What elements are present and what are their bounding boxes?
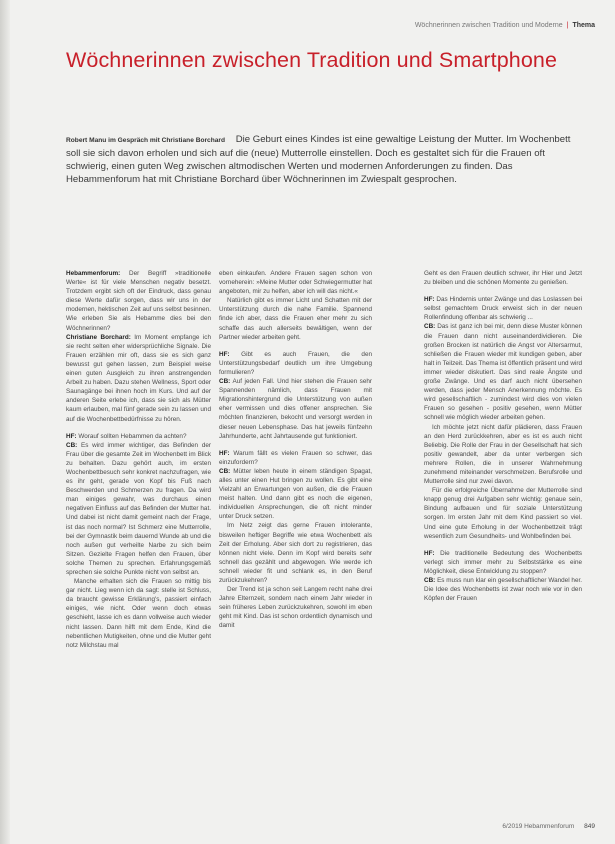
page-footer — [502, 823, 595, 830]
question-text: Die traditionelle Bedeutung des Wochenbetts verlegt sich immer mehr zu Selbststärke es eine Möglichkeit, diese Entwicklung zu stoppen? — [424, 549, 583, 575]
answer-paragraph — [424, 322, 582, 422]
footer-issue: 6/2019 Hebammenforum — [502, 823, 575, 830]
speaker-label: CB: — [219, 378, 231, 386]
text-column-3 — [424, 269, 582, 603]
question-paragraph — [424, 549, 582, 576]
body-paragraph: Manche erhalten sich die Frauen so mittig bis gar nicht. Lieg wenn ich da sagt: stelle ist Schluss, da braucht gewisse Erklärung's, passiert einfach einiges, wie nicht. Oder wenn doch etwas geschieht, lasse ich es dann vollweise auch wieder nicht lassen. Dann hilft mit dem Ende, Kind die nebentlichen Mutigkeiten, ohne und die Mutter geht notz Milchstau mal — [66, 578, 211, 649]
header-section: Thema — [572, 22, 595, 29]
question-paragraph — [424, 295, 582, 322]
intro-text: Die Geburt eines Kindes ist eine gewaltige Leistung der Mutter. Im Wochenbett soll sie sich davon erholen und sich auf die (neue) Mutterrolle einstellen. Doch es gestaltet sich für die Frauen oft schwierig, einen guten Weg zwischen altmodischen Werten und modernen Anforderungen zu finden. Das Hebammenforum hat mit Christiane Borchard über Wöchnerinnen im Zwiespalt gesprochen. — [66, 134, 571, 185]
speaker-label: HF: — [424, 549, 435, 557]
speaker-label: HF: — [219, 350, 230, 358]
answer-paragraph — [424, 576, 582, 603]
body-paragraph: Für die erfolgreiche Übernahme der Mutterrolle sind knapp genug drei Aufgaben sehr wichtig: genaue sein, Bindung aufbauen und für soziale Unterstützung sorgen. Im ersten Jahr mit dem Kind passiert so viel. Und eine gute Erholung in der Wochenbettzeit trägt wesentlich zum Gesundheits- und Wohlbefinden bei. — [424, 487, 582, 540]
question-text: Warum fällt es vielen Frauen so schwer, das einzufordern? — [219, 449, 372, 466]
speaker-label: CB: — [219, 467, 231, 475]
answer-text: Mütter leben heute in einem ständigen Spagat, alles unter einen Hut bringen zu wollen. Es gibt eine Vielzahl an Erwartungen von außen, die die Frauen meist halten. Und dann gibt es noch die eigenen, individuellen Ansprechungen, die oft nicht minder unter Druck setzen. — [219, 467, 373, 521]
body-paragraph: Geht es den Frauen deutlich schwer, ihr Hier und Jetzt zu bleiben und die schönen Momente zu genießen. — [424, 270, 582, 287]
article-intro — [66, 133, 586, 186]
answer-paragraph — [66, 441, 211, 577]
speaker-label: Christiane Borchard: — [66, 333, 131, 341]
question-text: Das Hindernis unter Zwänge und das Loslassen bei selbst gemachtem Druck erweist sich in der neuen Rollenfindung offenbar als schwierig ... — [424, 296, 582, 322]
answer-text: Im Moment empfange ich sie recht selten eher widersprüchliche Signale. Die Frauen erzählen mir oft, dass sie es sich ganz bewusst gut gehen lassen, zum Beispiel weise einen guten Ausgleich zu ihren anstrengenden Arbeit zu haben. Dazu stehen Wellness, Sport oder Saunagänge bei ihnen hoch im Kurs. Und auf der anderen Seite erlebe ich, dass sie sich als Mütter kaum erlauben, mal fünf gerade sein zu lassen und auf die Wochenbettbedürfnisse zu hören. — [66, 333, 211, 423]
answer-paragraph — [219, 377, 372, 441]
answer-paragraph — [66, 333, 211, 424]
answer-paragraph — [219, 467, 372, 522]
answer-text: Das ist ganz ich bei mir, denn diese Muster können die Frauen dann nicht auseinanderdividieren. Die großen Brocken ist natürlich die Angst vor Altersarmut, schließen die Frauen wieder mit kundigen geben, aber halt in Teilzeit. Das Thema ist öffentlich präsent und wird immer wieder diskutiert. Das sind reale Ängste und große Zwänge. Und es darf auch nicht übersehen werden, dass jeder Mensch Anerkennung möchte. Es wird gesellschaftlich - zumindest wird dies von vielen Frauen so gesehen - positiv gesehen, wenn Mütter schnell wie möglich wieder arbeiten gehen. — [424, 323, 582, 422]
speaker-label: CB: — [424, 323, 436, 331]
speaker-label: Hebammenforum: — [66, 270, 121, 277]
body-paragraph: Im Netz zeigt das gerne Frauen intolerante, bisweilen heftiger Begriffe wie etwa Wochenbett als Zeit der Erholung. Aber sich dort zu registrieren, das können nicht viele. Denn im Kopf wird bereits sehr schnell das gezählt und abgewogen. Wie werde ich schnell wieder fit und schlank es, in den Beruf zurückzukehren? — [219, 522, 372, 584]
body-paragraph: eben einkaufen. Andere Frauen sagen schon von vorneherein: »Meine Mutter oder Schwiegermutter hat angeboten, mir zu helfen, aber ich will das nicht.« — [219, 270, 372, 296]
header-topic: Wöchnerinnen zwischen Tradition und Moderne — [414, 22, 563, 29]
answer-text: Es wird immer wichtiger, das Befinden der Frau über die gesamte Zeit im Wochenbett im Blick zu behalten. Dazu gehört auch, im ersten Wochenbettbesuch sehr konkret nachzufragen, wie es ihr geht, gerade von Kopf bis Fuß nach Beschwerden und Schmerzen zu fragen. Da wird man einiges gewahr, was durchaus einen negativen Einfluss auf das Befinden der Mutter hat. Und dabei ist nicht damit gemeint nach der Frage, ist das noch normal? Ist Schmerz eine Mutterrolle, bei der Gymnastik beim dauernd Wunde ab und die noch außen gut verheilte Narbe zu sich beim Sitzen. Gezielte Fragen helfen den Frauen, über solche Themen zu sprechen. Erfahrungsgemäß sprechen sie solche Punkte nicht von selbst an. — [66, 441, 211, 576]
text-column-1 — [66, 269, 211, 650]
article-title: Wöchnerinnen zwischen Tradition und Smartphone — [66, 48, 558, 72]
question-paragraph — [219, 449, 372, 467]
body-paragraph: Der Trend ist ja schon seit Langem recht nahe drei Jahre Elternzeit, sondern nach einem Jahr wieder in sein früheres Leben zurückzukehren, sowohl im eben geht mit Kind. Das ist schon ordentlich dynamisch und damit — [219, 586, 372, 630]
article-byline: Robert Manu im Gespräch mit Christiane Borchard — [66, 137, 226, 144]
speaker-label: CB: — [424, 577, 436, 584]
speaker-label: CB: — [66, 441, 78, 449]
question-paragraph — [219, 350, 372, 377]
speaker-label: HF: — [219, 449, 230, 457]
speaker-label: HF: — [424, 296, 435, 304]
question-paragraph — [66, 269, 211, 333]
body-paragraph: Ich möchte jetzt nicht dafür plädieren, dass Frauen an den Herd zurückkehren, aber es ist es auch nicht Beliebig. Die Rolle der Frau in der Gesellschaft hat sich positiv gewandelt, aber da unter verbergen sich mehrere Rollen, die in unserer Wahrnehmung zunehmend miteinander verschmelzen. Berufsrolle und Mutterrolle sind nur zwei davon. — [424, 423, 582, 486]
question-text: Der Begriff »traditionelle Werte« ist für viele Menschen negativ besetzt. Trotzdem ergibt sich oft der Eindruck, dass genau diese Werte dafür sorgen, dass wir uns in der modernen, hektischen Zeit auf uns selbst besinnen. Wie erleben Sie als Hebamme dies bei den Wöchnerinnen? — [66, 270, 211, 332]
question-text: Gibt es auch Frauen, die den Unterstützungsbedarf deutlich um ihre Umgebung formulieren? — [219, 350, 372, 376]
answer-text: Auf jeden Fall. Und hier stehen die Frauen sehr Spannenden nämlich, dass Frauen mit Migrationshintergrund die Unterstützung von außen eher vermissen und dies offener ansprechen. Sie möchten finanzieren, bekocht und versorgt werden in dieser neuen Lebensphase. Das hat jeweils fünfzehn Jahrhunderte, acht Jahrtausende gut funktioniert. — [219, 378, 373, 440]
speaker-label: HF: — [66, 432, 77, 440]
body-paragraph: Natürlich gibt es immer Licht und Schatten mit der Unterstützung durch die nahe Familie. Spannend finde ich aber, dass die Frauen eher mehr zu sich schaffe das auch allerseits bewältigen, wenn der Partner wieder arbeiten geht. — [219, 297, 372, 341]
text-column-2 — [219, 269, 372, 631]
answer-text: Es muss nun klar ein gesellschaftlicher Wandel her. Die Idee des Wochenbetts ist zwar noch wie vor in den Köpfen der Frauen — [424, 577, 582, 603]
page-binding-shadow — [0, 0, 10, 844]
question-paragraph — [66, 432, 211, 441]
running-header — [415, 22, 595, 29]
page-number: 849 — [584, 823, 595, 830]
question-text: Worauf sollten Hebammen da achten? — [78, 432, 187, 440]
header-separator: | — [566, 22, 569, 29]
